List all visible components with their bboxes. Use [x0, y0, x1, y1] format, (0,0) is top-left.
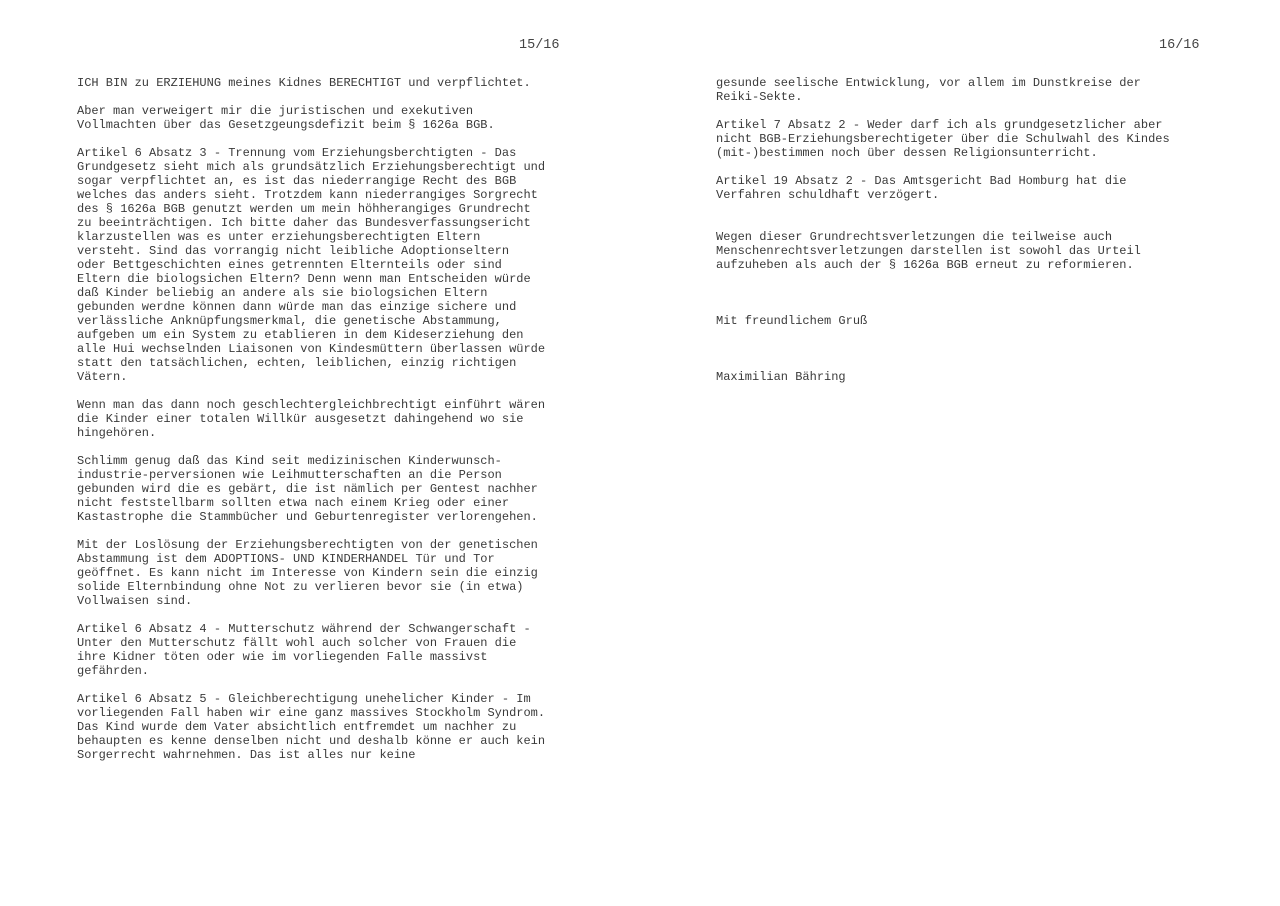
- text-line: alle Hui wechselnden Liaisonen von Kindesmüttern überlassen würde: [77, 342, 546, 356]
- text-line: Artikel 6 Absatz 4 - Mutterschutz während der Schwangerschaft -: [77, 622, 531, 636]
- text-line: daß Kinder beliebig an andere als sie biologsichen Eltern: [77, 286, 488, 300]
- text-line: Abstammung ist dem ADOPTIONS- UND KINDERHANDEL Tür und Tor: [77, 552, 495, 566]
- text-line: nicht BGB-Erziehungsberechtigeter über die Schulwahl des Kindes: [716, 132, 1170, 146]
- text-line: die Kinder einer totalen Willkür ausgesetzt dahingehend wo sie: [77, 412, 524, 426]
- text-line: Vollmachten über das Gesetzgeungsdefizit beim § 1626a BGB.: [77, 118, 495, 132]
- text-line: oder Bettgeschichten eines getrennten Elternteils oder sind: [77, 258, 502, 272]
- text-line: gebunden wird die es gebärt, die ist nämlich per Gentest nachher: [77, 482, 538, 496]
- paragraph: [77, 398, 677, 440]
- paragraph: [77, 146, 677, 384]
- text-line: Mit freundlichem Gruß: [716, 314, 868, 328]
- paragraph: [716, 230, 1280, 272]
- text-line: hingehören.: [77, 426, 157, 440]
- text-line: ihre Kidner töten oder wie im vorliegenden Falle massivst: [77, 650, 488, 664]
- text-line: Artikel 6 Absatz 3 - Trennung vom Erziehungsberchtigten - Das: [77, 146, 517, 160]
- page-number-right: 16/16: [1159, 38, 1200, 53]
- paragraph: [716, 76, 1280, 104]
- page-number-left: 15/16: [519, 38, 560, 53]
- paragraph: [716, 118, 1280, 160]
- text-line: gesunde seelische Entwicklung, vor allem im Dunstkreise der: [716, 76, 1141, 90]
- text-line: Das Kind wurde dem Vater absichtlich entfremdet um nachher zu: [77, 720, 517, 734]
- text-line: Sorgerrecht wahrnehmen. Das ist alles nur keine: [77, 748, 416, 762]
- text-line: Unter den Mutterschutz fällt wohl auch solcher von Frauen die: [77, 636, 517, 650]
- page-15-body: [77, 76, 677, 776]
- paragraph: [716, 314, 1280, 328]
- paragraph: [77, 622, 677, 678]
- text-line: statt den tatsächlichen, echten, leiblichen, einzig richtigen: [77, 356, 517, 370]
- text-line: behaupten es kenne denselben nicht und deshalb könne er auch kein: [77, 734, 546, 748]
- paragraph: [77, 76, 677, 90]
- page-16-body: [716, 76, 1280, 384]
- text-line: Artikel 6 Absatz 5 - Gleichberechtigung unehelicher Kinder - Im: [77, 692, 531, 706]
- text-line: gefährden.: [77, 664, 150, 678]
- text-line: Mit der Loslösung der Erziehungsberechtigten von der genetischen: [77, 538, 538, 552]
- text-line: Eltern die biologsichen Eltern? Denn wenn man Entscheiden würde: [77, 272, 531, 286]
- text-line: Maximilian Bähring: [716, 370, 846, 384]
- text-line: Artikel 7 Absatz 2 - Weder darf ich als grundgesetzlicher aber: [716, 118, 1163, 132]
- paragraph: [77, 454, 677, 524]
- text-line: Verfahren schuldhaft verzögert.: [716, 188, 940, 202]
- text-line: (mit-)bestimmen noch über dessen Religionsunterricht.: [716, 146, 1098, 160]
- text-line: Wenn man das dann noch geschlechtergleichbrechtigt einführt wären: [77, 398, 546, 412]
- text-line: versteht. Sind das vorrangig nicht leibliche Adoptionseltern: [77, 244, 510, 258]
- text-line: klarzustellen was es unter erziehungsberechtigten Eltern: [77, 230, 481, 244]
- text-line: Vollwaisen sind.: [77, 594, 193, 608]
- text-line: aufzuheben als auch der § 1626a BGB erneut zu reformieren.: [716, 258, 1134, 272]
- text-line: Menschenrechtsverletzungen darstellen ist sowohl das Urteil: [716, 244, 1141, 258]
- text-line: nicht feststellbarm sollten etwa nach einem Krieg oder einer: [77, 496, 510, 510]
- paragraph: [77, 692, 677, 762]
- text-line: industrie-perversionen wie Leihmutterschaften an die Person: [77, 468, 502, 482]
- text-line: sogar verpflichtet an, es ist das niederrangige Recht des BGB: [77, 174, 517, 188]
- text-line: aufgeben um ein System zu etablieren in dem Kideserziehung den: [77, 328, 524, 342]
- text-line: Schlimm genug daß das Kind seit medizinischen Kinderwunsch-: [77, 454, 502, 468]
- paragraph: [716, 174, 1280, 202]
- text-line: des § 1626a BGB genutzt werden um mein höhherangiges Grundrecht: [77, 202, 531, 216]
- text-line: Reiki-Sekte.: [716, 90, 803, 104]
- paragraph: [77, 538, 677, 608]
- text-line: Grundgesetz sieht mich als grundsätzlich Erziehungsberechtigt und: [77, 160, 546, 174]
- text-line: ICH BIN zu ERZIEHUNG meines Kidnes BERECHTIGT und verpflichtet.: [77, 76, 531, 90]
- text-line: gebunden werdne können dann würde man das einzige sichere und: [77, 300, 517, 314]
- text-line: solide Elternbindung ohne Not zu verlieren bevor sie (in etwa): [77, 580, 524, 594]
- text-line: verlässliche Anknüpfungsmerkmal, die genetische Abstammung,: [77, 314, 502, 328]
- text-line: Vätern.: [77, 370, 128, 384]
- paragraph: [716, 370, 1280, 384]
- text-line: Wegen dieser Grundrechtsverletzungen die teilweise auch: [716, 230, 1113, 244]
- paragraph: [77, 104, 677, 132]
- text-line: Kastastrophe die Stammbücher und Geburtenregister verlorengehen.: [77, 510, 538, 524]
- text-line: geöffnet. Es kann nicht im Interesse von Kindern sein die einzig: [77, 566, 538, 580]
- text-line: welches das anders sieht. Trotzdem kann niederrangiges Sorgrecht: [77, 188, 538, 202]
- text-line: Artikel 19 Absatz 2 - Das Amtsgericht Bad Homburg hat die: [716, 174, 1127, 188]
- text-line: zu beeinträchtigen. Ich bitte daher das Bundesverfassungsericht: [77, 216, 531, 230]
- text-line: vorliegenden Fall haben wir eine ganz massives Stockholm Syndrom.: [77, 706, 546, 720]
- text-line: Aber man verweigert mir die juristischen und exekutiven: [77, 104, 474, 118]
